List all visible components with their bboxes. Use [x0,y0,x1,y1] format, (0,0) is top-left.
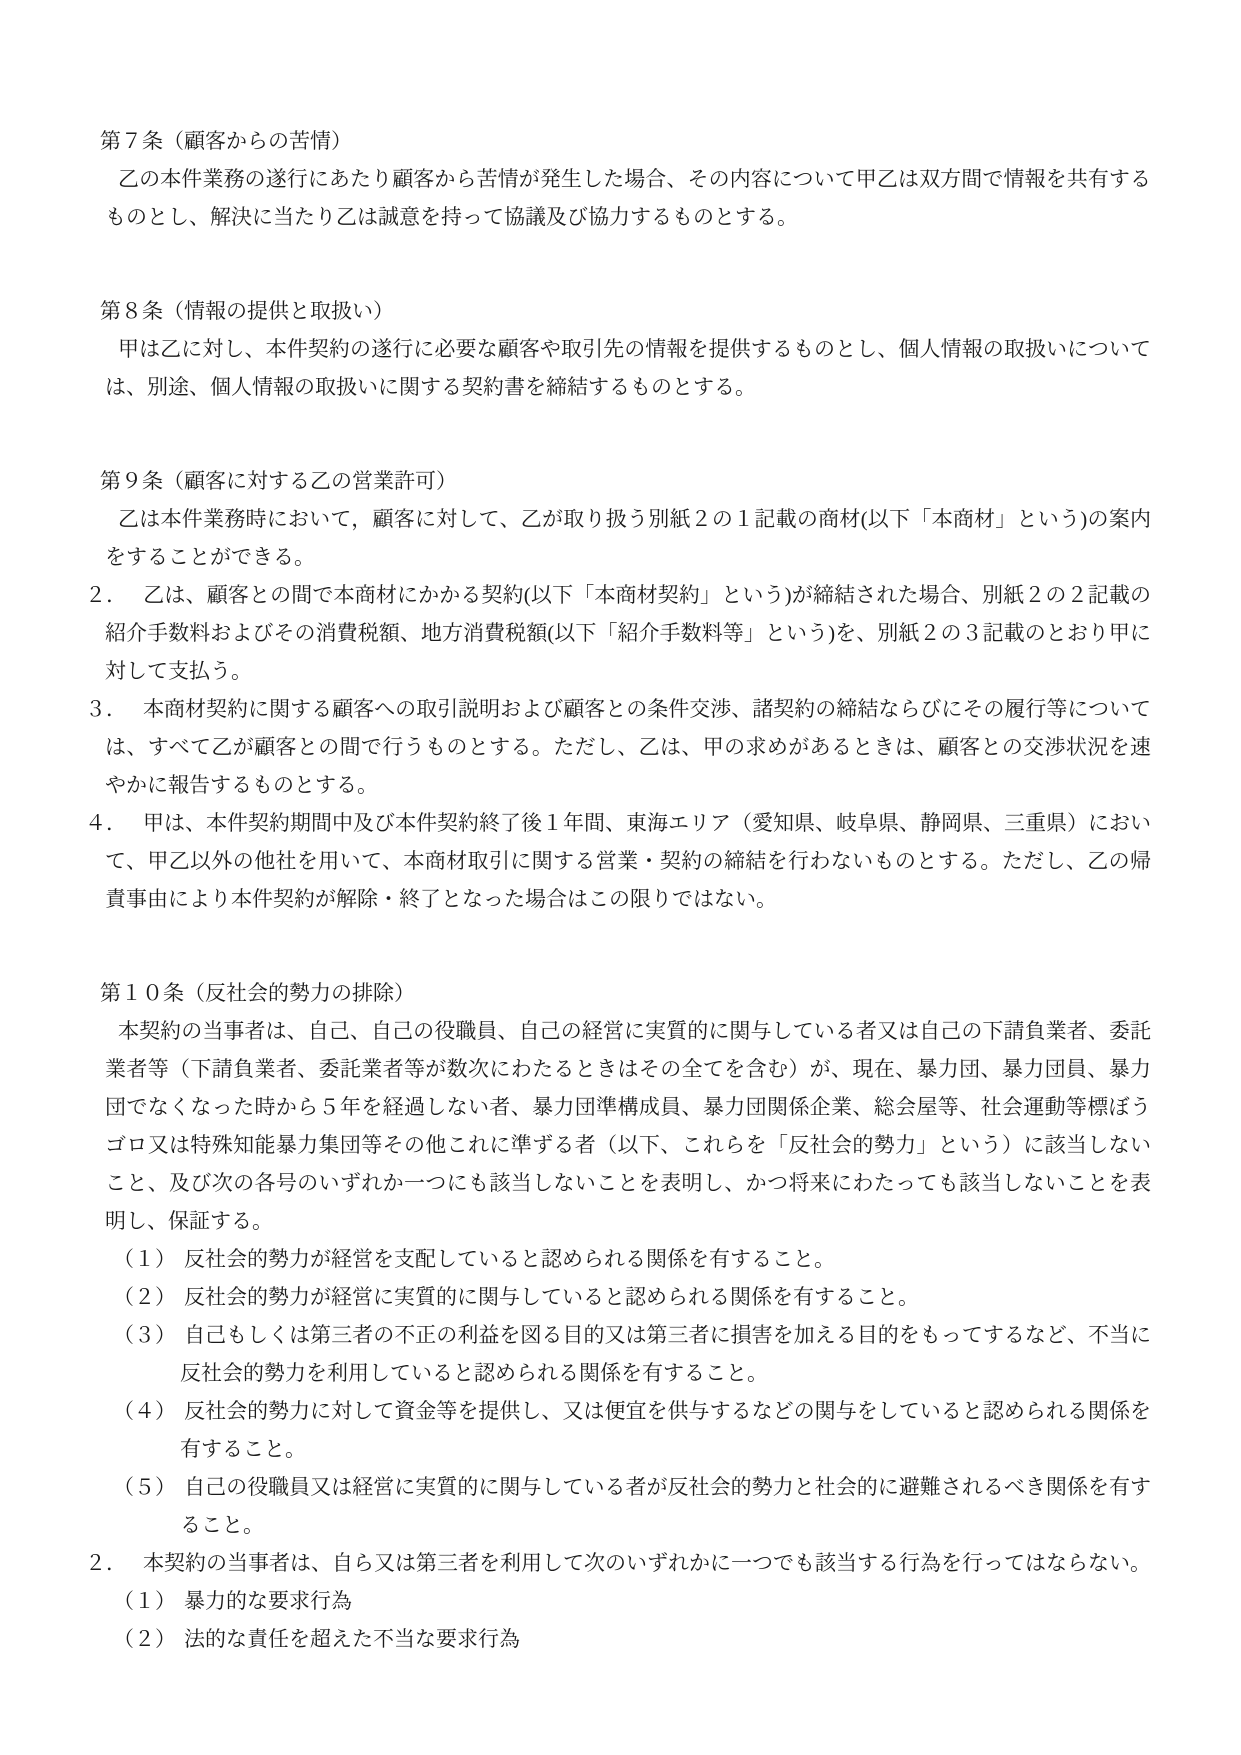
sub-clause-item [85,1468,1151,1544]
sub-clause-item [85,1620,1151,1658]
clause-text: 本契約の当事者は、自ら又は第三者を利用して次のいずれかに一つでも該当する行為を行ってはならない。 [143,1551,1151,1575]
paragraph [85,330,1151,406]
sub-clause-number: （１） [113,1247,176,1271]
sub-clause-item [85,1240,1151,1278]
paragraph-text: 乙は本件業務時において，顧客に対して、乙が取り扱う別紙２の１記載の商材(以下「本商材」という)の案内をすることができる。 [105,507,1151,569]
article-9 [85,462,1151,918]
clause-item [85,1544,1151,1582]
sub-clause-text: 反社会的勢力が経営に実質的に関与していると認められる関係を有すること。 [184,1285,919,1309]
sub-clause-item [85,1278,1151,1316]
sub-clause-item [85,1582,1151,1620]
paragraph-text: 本契約の当事者は、自己、自己の役職員、自己の経営に実質的に関与している者又は自己の下請負業者、委託業者等（下請負業者、委託業者等が数次にわたるときはその全てを含む）が、現在、暴力団、暴力団員、暴力団でなくなった時から５年を経過しない者、暴力団準構成員、暴力団関係企業、総会屋等、社会運動等標ぼうゴロ又は特殊知能暴力集団等その他これに準ずる者（以下、これらを「反社会的勢力」という）に該当しないこと、及び次の各号のいずれか一つにも該当しないことを表明し、かつ将来にわたっても該当しないことを表明し、保証する。 [105,1019,1151,1233]
article-8 [85,292,1151,406]
sub-clause-item [85,1392,1151,1468]
article-heading: 第１０条（反社会的勢力の排除） [100,981,415,1005]
sub-clause-number: （４） [113,1399,177,1423]
clause-text: 本商材契約に関する顧客への取引説明および顧客との条件交渉、諸契約の締結ならびにその履行等については、すべて乙が顧客との間で行うものとする。ただし、乙は、甲の求めがあるときは、顧客との交渉状況を速やかに報告するものとする。 [105,697,1152,797]
sub-clause-number: （３） [113,1323,177,1347]
sub-clause-item [85,1316,1151,1392]
article-7 [85,122,1151,236]
sub-clause-number: （５） [113,1475,177,1499]
clause-item [85,804,1151,918]
article-heading: 第９条（顧客に対する乙の営業許可） [100,469,457,493]
paragraph [85,160,1151,236]
clause-number: ４． [85,811,127,835]
clause-number: ３． [85,697,128,721]
sub-clause-text: 自己もしくは第三者の不正の利益を図る目的又は第三者に損害を加える目的をもってするなど、不当に反社会的勢力を利用していると認められる関係を有すること。 [180,1323,1151,1385]
clause-text: 乙は、顧客との間で本商材にかかる契約(以下「本商材契約」という)が締結された場合、別紙２の２記載の紹介手数料およびその消費税額、地方消費税額(以下「紹介手数料等」という)を、別紙２の３記載のとおり甲に対して支払う。 [105,583,1151,683]
paragraph-text: 甲は乙に対し、本件契約の遂行に必要な顧客や取引先の情報を提供するものとし、個人情報の取扱いについては、別途、個人情報の取扱いに関する契約書を締結するものとする。 [105,337,1151,399]
sub-clause-text: 反社会的勢力に対して資金等を提供し、又は便宜を供与するなどの関与をしていると認められる関係を有すること。 [180,1399,1151,1461]
sub-clause-number: （２） [113,1627,176,1651]
sub-clause-text: 自己の役職員又は経営に実質的に関与している者が反社会的勢力と社会的に避難されるべき関係を有すること。 [180,1475,1151,1537]
sub-clause-text: 暴力的な要求行為 [184,1589,352,1613]
paragraph [85,1012,1151,1240]
clause-text: 甲は、本件契約期間中及び本件契約終了後１年間、東海エリア（愛知県、岐阜県、静岡県、三重県）において、甲乙以外の他社を用いて、本商材取引に関する営業・契約の締結を行わないものとする。ただし、乙の帰責事由により本件契約が解除・終了となった場合はこの限りではない。 [105,811,1151,911]
clause-item [85,576,1151,690]
article-heading: 第８条（情報の提供と取扱い） [100,299,394,323]
paragraph-text: 乙の本件業務の遂行にあたり顧客から苦情が発生した場合、その内容について甲乙は双方間で情報を共有するものとし、解決に当たり乙は誠意を持って協議及び協力するものとする。 [105,167,1151,229]
clause-item [85,690,1151,804]
paragraph [85,500,1151,576]
clause-number: ２． [85,583,128,607]
sub-clause-number: （１） [113,1589,176,1613]
article-heading: 第７条（顧客からの苦情） [100,129,352,153]
sub-clause-number: （２） [113,1285,176,1309]
clause-number: ２． [85,1551,127,1575]
sub-clause-text: 反社会的勢力が経営を支配していると認められる関係を有すること。 [184,1247,835,1271]
article-10 [85,974,1151,1658]
sub-clause-text: 法的な責任を超えた不当な要求行為 [184,1627,520,1651]
